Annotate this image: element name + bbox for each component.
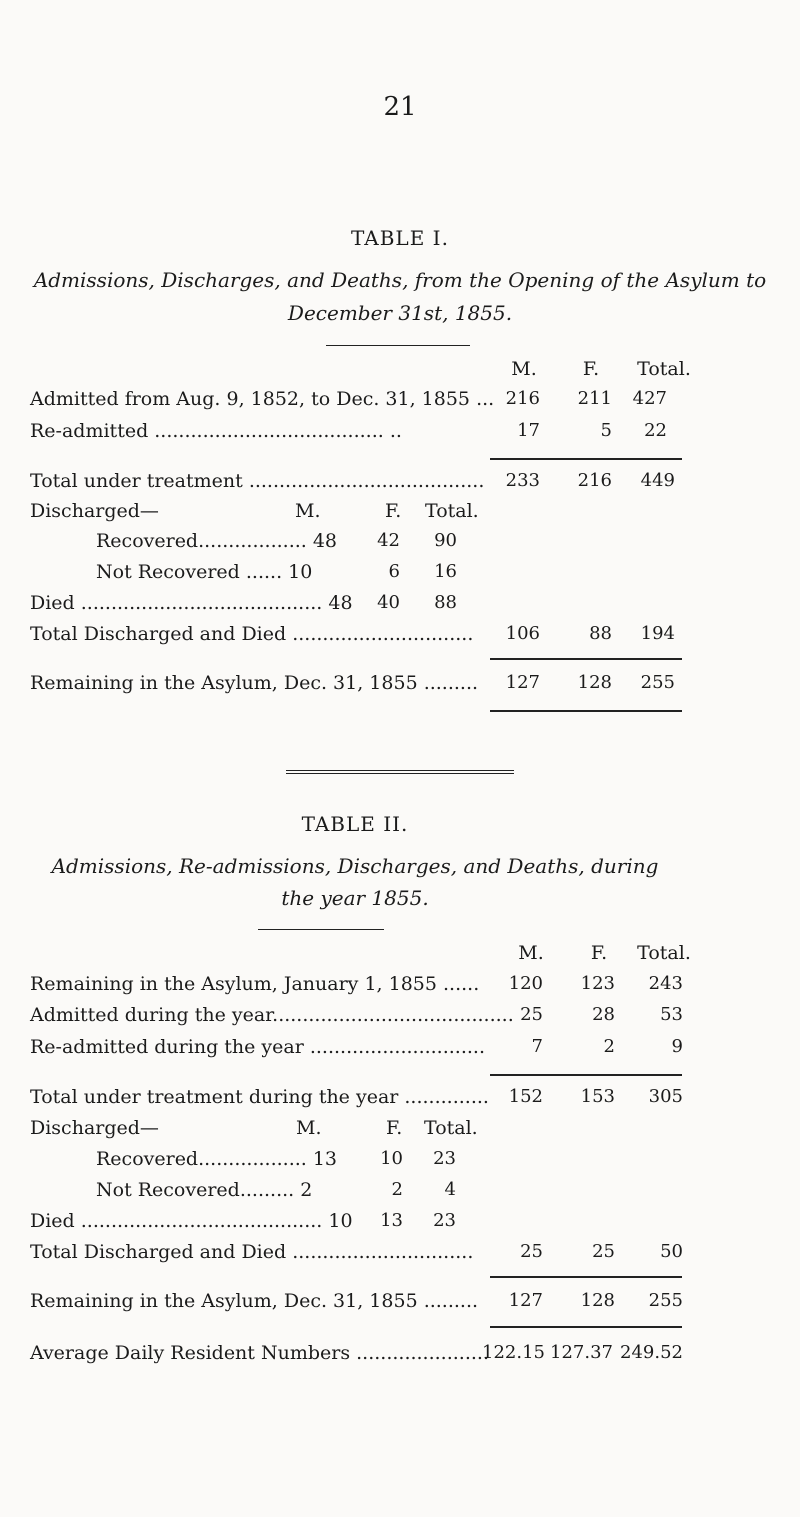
table1-header-total: Total. (637, 358, 691, 380)
table2-caption-line2: the year 1855. (281, 886, 429, 910)
t2-readmitted-label: Re-admitted during the year ............................. (30, 1036, 485, 1058)
t1-remaining-label: Remaining in the Asylum, Dec. 31, 1855 ......... (30, 672, 479, 694)
t1-readmitted-total: 22 (644, 420, 667, 441)
t2-average-rule (490, 1326, 682, 1328)
t1-admitted-f: 211 (577, 388, 612, 409)
t2-total-discharged-m: 25 (520, 1241, 543, 1262)
t1-discharged-m-header: M. (295, 500, 321, 522)
table1-caption-rule (326, 345, 470, 346)
t2-recovered-total: 23 (433, 1148, 456, 1169)
t2-remaining-dec-label: Remaining in the Asylum, Dec. 31, 1855 ......... (30, 1290, 479, 1312)
t1-remaining-m: 127 (505, 672, 540, 693)
t2-died-label: Died ........................................ 10 (30, 1210, 353, 1232)
t1-admitted-m: 216 (505, 388, 540, 409)
t1-died-f: 40 (377, 592, 400, 613)
t1-recovered-total: 90 (434, 530, 457, 551)
t2-not-recovered-label: Not Recovered......... 2 (96, 1179, 313, 1201)
t1-bottom-rule (490, 710, 682, 712)
t2-remaining-rule (490, 1276, 682, 1278)
t1-not-recovered-f: 6 (388, 561, 400, 582)
t1-total-treatment-label: Total under treatment ....................................... (30, 470, 485, 492)
table2-caption-line1: Admissions, Re-admissions, Discharges, and Deaths, during (51, 854, 659, 878)
t2-remaining-jan-m: 120 (508, 973, 543, 994)
t2-average-m: 122.15 (482, 1342, 545, 1363)
t2-average-f: 127.37 (550, 1342, 613, 1363)
t1-recovered-label: Recovered.................. 48 (96, 530, 338, 552)
t2-admitted-m: 25 (520, 1004, 543, 1025)
t2-subtotal-rule (490, 1074, 682, 1076)
t2-total-discharged-total: 50 (660, 1241, 683, 1262)
t1-readmitted-f: 5 (600, 420, 612, 441)
table1-caption-line1: Admissions, Discharges, and Deaths, from the Opening of the Asylum to (33, 268, 767, 292)
t2-discharged-total-header: Total. (424, 1117, 478, 1139)
table2-caption-rule (258, 929, 384, 930)
table2-header-f: F. (590, 942, 608, 964)
t2-admitted-total: 53 (660, 1004, 683, 1025)
t1-died-label: Died ........................................ 48 (30, 592, 353, 614)
t1-total-discharged-label: Total Discharged and Died .............................. (30, 623, 474, 645)
t1-recovered-f: 42 (377, 530, 400, 551)
t1-total-discharged-total: 194 (640, 623, 675, 644)
t2-remaining-dec-m: 127 (508, 1290, 543, 1311)
t2-total-treatment-total: 305 (648, 1086, 683, 1107)
t1-total-treatment-f: 216 (577, 470, 612, 491)
t2-total-discharged-f: 25 (592, 1241, 615, 1262)
t1-remaining-f: 128 (577, 672, 612, 693)
t2-remaining-jan-f: 123 (580, 973, 615, 994)
t2-remaining-jan-total: 243 (648, 973, 683, 994)
t1-discharged-label: Discharged— (30, 500, 159, 522)
table2-header-total: Total. (637, 942, 691, 964)
t2-admitted-f: 28 (592, 1004, 615, 1025)
t2-discharged-m-header: M. (296, 1117, 322, 1139)
t2-readmitted-f: 2 (603, 1036, 615, 1057)
t1-readmitted-label: Re-admitted ...................................... .. (30, 420, 402, 442)
table1-header-f: F. (582, 358, 600, 380)
table1-caption-line2: December 31st, 1855. (287, 301, 513, 325)
t2-not-recovered-total: 4 (444, 1179, 456, 1200)
page-number: 21 (383, 92, 417, 122)
t2-remaining-jan-label: Remaining in the Asylum, January 1, 1855 ...... (30, 973, 480, 995)
t2-total-treatment-f: 153 (580, 1086, 615, 1107)
t1-not-recovered-total: 16 (434, 561, 457, 582)
t2-total-treatment-label: Total under treatment during the year .............. (30, 1086, 489, 1108)
t2-total-treatment-m: 152 (508, 1086, 543, 1107)
t2-admitted-label: Admitted during the year........................................ (30, 1004, 514, 1026)
section-separator (286, 770, 514, 776)
t2-remaining-dec-f: 128 (580, 1290, 615, 1311)
t1-admitted-total: 427 (632, 388, 667, 409)
table2-title: TABLE II. (301, 812, 409, 836)
table2-header-m: M. (518, 942, 544, 964)
t2-discharged-f-header: F. (386, 1117, 403, 1139)
t2-average-total: 249.52 (620, 1342, 683, 1363)
t1-died-total: 88 (434, 592, 457, 613)
t1-total-treatment-total: 449 (640, 470, 675, 491)
t2-readmitted-m: 7 (531, 1036, 543, 1057)
t2-readmitted-total: 9 (671, 1036, 683, 1057)
t1-discharged-f-header: F. (385, 500, 402, 522)
t1-total-discharged-f: 88 (589, 623, 612, 644)
t2-recovered-f: 10 (380, 1148, 403, 1169)
t2-remaining-dec-total: 255 (648, 1290, 683, 1311)
t1-admitted-label: Admitted from Aug. 9, 1852, to Dec. 31, 1855 ... (30, 388, 495, 410)
t2-recovered-label: Recovered.................. 13 (96, 1148, 338, 1170)
t2-average-label: Average Daily Resident Numbers ...................... (30, 1342, 489, 1364)
t1-total-discharged-m: 106 (505, 623, 540, 644)
t1-subtotal-rule (490, 458, 682, 460)
t2-discharged-label: Discharged— (30, 1117, 159, 1139)
t2-not-recovered-f: 2 (391, 1179, 403, 1200)
t2-died-f: 13 (380, 1210, 403, 1231)
t1-remaining-rule (490, 658, 682, 660)
t1-not-recovered-label: Not Recovered ...... 10 (96, 561, 313, 583)
t2-died-total: 23 (433, 1210, 456, 1231)
t1-total-treatment-m: 233 (505, 470, 540, 491)
t1-discharged-total-header: Total. (425, 500, 479, 522)
table1-title: TABLE I. (351, 226, 449, 250)
t1-remaining-total: 255 (640, 672, 675, 693)
t2-total-discharged-label: Total Discharged and Died .............................. (30, 1241, 474, 1263)
table1-header-m: M. (511, 358, 537, 380)
t1-readmitted-m: 17 (517, 420, 540, 441)
